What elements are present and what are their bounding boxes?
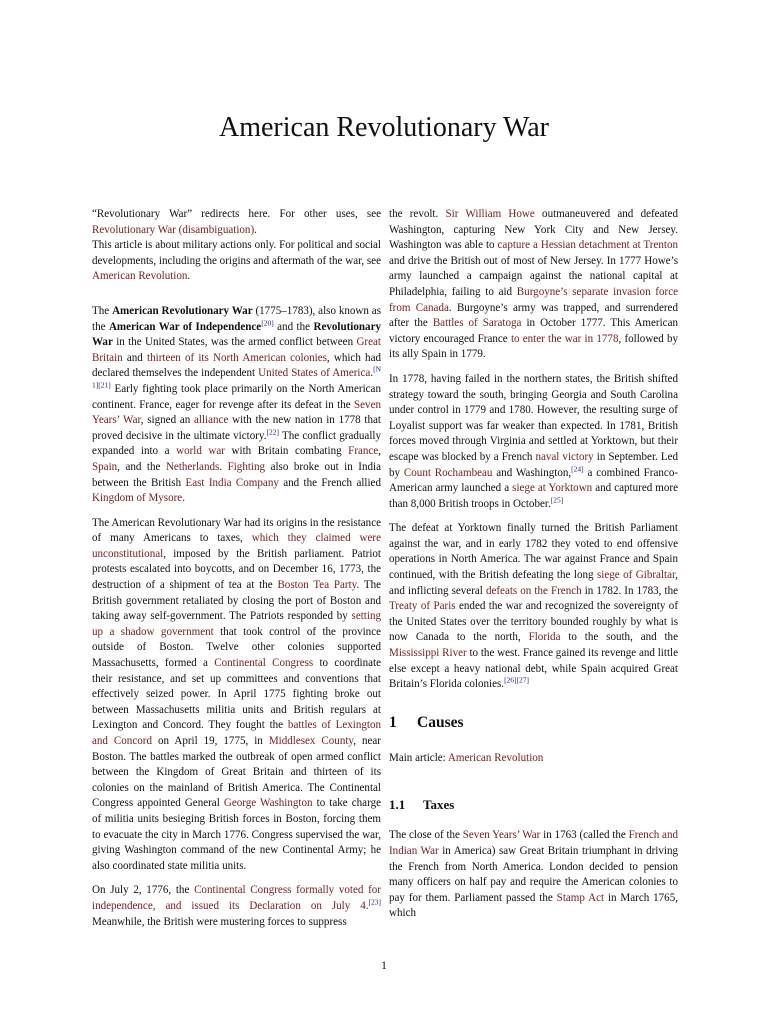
link-william-howe[interactable]: Sir William Howe — [445, 208, 535, 220]
link-france[interactable]: France — [348, 445, 379, 458]
link-battle-of-trenton[interactable]: capture a Hessian detachment at Trenton — [497, 239, 678, 252]
bold-term: American Revolutionary War — [112, 304, 253, 317]
link-kingdom-of-mysore[interactable]: Kingdom of Mysore — [92, 492, 183, 505]
link-defeats-on-the-french[interactable]: defeats on the French — [485, 584, 582, 597]
link-world-war[interactable]: world war — [176, 445, 225, 458]
main-article-note: Main article: American Revolution — [389, 751, 544, 764]
citation-ref[interactable]: [20] — [261, 317, 274, 327]
citation-ref[interactable]: [N 1][21] — [92, 364, 381, 390]
link-shadow-government[interactable]: setting up a shadow government — [92, 610, 381, 638]
link-spain[interactable]: Spain — [92, 460, 118, 473]
origins-paragraph: The American Revolutionary War had its origins in the resistance of many Americans to taxes, which they claimed were unconstitutional, imposed by the British parliament. Patriot protests escalated into boycotts, and on December 16, 1773, the destruction of a shipment of tea at the Boston Tea Party. The British government retaliated by closing the port of Boston and taking away self-government. The Patriots responded by setting up a shadow government that took control of the province outside of Boston. Twelve other colonies supported Massachusetts, formed a Continental Congress to coordinate their resistance, and set up committees and conventions that effectively seized power. In April 1775 fighting broke out between Massachusetts militia units and British regulars at Lexington and Concord. They fought the battles of Lexington and Concord on April 19, 1775, in Middlesex County, near Boston. The battles marked the outbreak of open armed conflict between the Kingdom of Great Britain and thirteen of its colonies on the mainland of British America. The Continental Congress appointed General George Washington to take charge of militia units besieging British forces in Boston, forcing them to evacuate the city in March 1776. Congress supervised the war, giving Washington command of the new Continental Army; he also coordinated state militia units. — [92, 516, 382, 872]
independence-paragraph: On July 2, 1776, the Continental Congress formally voted for independence, and issued its Declaration on July 4.[23] Meanwhile, the British were mustering forces to suppress — [92, 884, 381, 928]
subsection-title: Taxes — [423, 797, 455, 813]
link-alliance[interactable]: alliance — [194, 414, 229, 427]
link-siege-of-gibraltar[interactable]: siege of Gibraltar — [596, 569, 676, 582]
hatnote — [92, 207, 381, 285]
link-great-britain[interactable]: Great Britain — [92, 336, 381, 364]
page-number: 1 — [381, 960, 387, 972]
citation-ref[interactable]: [26][27] — [504, 675, 530, 685]
intro-paragraph: The American Revolutionary War (1775–1783), also known as the American War of Independence[20] and the Revolutionary War in the United States, was the armed conflict between Great Britain and thirteen of its North American colonies, which had declared themselves the independent United States of America.[N 1][21] Early fighting took place primarily on the North American continent. France, eager for revenge after its defeat in the Seven Years’ War, signed an alliance with the new nation in 1778 that proved decisive in the ultimate victory.[22] The conflict gradually expanded into a world war with Britain combating France, Spain, and the Netherlands. Fighting also broke out in India between the British East India Company and the French allied Kingdom of Mysore. — [92, 304, 382, 505]
taxes-paragraph: The close of the Seven Years’ War in 1763 (called the French and Indian War in America) saw Great Britain triumphant in driving the French from North America. London decided to pension many officers on half pay and require the American colonies to pay for them. Parliament passed the Stamp Act in March 1765, which — [389, 829, 678, 920]
hatnote-scope: This article is about military actions only. For political and social developments, including the origins and aftermath of the war, see American Revolution. — [92, 239, 381, 283]
link-fighting[interactable]: Fighting — [227, 460, 266, 473]
page-title: American Revolutionary War — [218, 112, 549, 143]
bold-term: Revolutionary War — [92, 320, 381, 349]
right-column — [389, 207, 678, 931]
link-george-washington[interactable]: George Washington — [223, 797, 313, 810]
link-unconstitutional[interactable]: which they claimed were unconstitutional — [92, 532, 381, 560]
hatnote-redirect: “Revolutionary War” redirects here. For other uses, see Revolutionary War (disambiguation). — [92, 208, 381, 236]
campaign-paragraph: the revolt. Sir William Howe outmaneuvered and defeated Washington, capturing New York City and New Jersey. Washington was able to capture a Hessian detachment at Trenton and drive the British out of most of New Jersey. In 1777 Howe’s army launched a campaign against the national capital at Philadelphia, failing to aid Burgoyne’s separate invasion force from Canada. Burgoyne’s army was trapped, and surrendered after the Battles of Saratoga in October 1777. This American victory encouraged France to enter the war in 1778, followed by its ally Spain in 1779. — [389, 208, 679, 361]
link-united-states[interactable]: United States of America — [258, 367, 371, 380]
link-thirteen-colonies[interactable]: thirteen of its North American colonies — [147, 351, 327, 364]
link-france-in-the-war[interactable]: to enter the war in 1778 — [510, 332, 619, 345]
link-seven-years-war-2[interactable]: Seven Years’ War — [462, 829, 541, 842]
link-french-and-indian-war[interactable]: French and Indian War — [389, 829, 678, 857]
link-battles-lexington-concord[interactable]: battles of Lexington and Concord — [92, 719, 382, 747]
link-saratoga-campaign[interactable]: Burgoyne’s separate invasion force from Canada — [389, 285, 678, 314]
link-main-article-american-revolution[interactable]: American Revolution — [447, 751, 544, 764]
section-number: 1 — [389, 713, 397, 731]
link-continental-congress[interactable]: Continental Congress — [214, 657, 314, 670]
link-east-india-company[interactable]: East India Company — [185, 476, 279, 489]
link-netherlands[interactable]: Netherlands — [165, 460, 220, 473]
section-title: Causes — [417, 713, 464, 731]
citation-ref[interactable]: [24] — [571, 463, 584, 473]
subsection-number: 1.1 — [389, 797, 406, 813]
link-florida[interactable]: Florida — [528, 631, 561, 644]
subsection-heading-taxes — [389, 796, 678, 814]
link-stamp-act[interactable]: Stamp Act — [556, 891, 605, 904]
citation-ref[interactable]: [22] — [266, 427, 279, 437]
link-middlesex-county[interactable]: Middlesex County — [268, 735, 354, 747]
link-boston-tea-party[interactable]: Boston Tea Party — [277, 579, 357, 592]
link-battles-of-saratoga[interactable]: Battles of Saratoga — [432, 317, 522, 330]
peace-paragraph: The defeat at Yorktown finally turned the British Parliament against the war, and in early 1782 they voted to end offensive operations in North America. The war against France and Spain continued, with the British defeating the long siege of Gibraltar, and inflicting several defeats on the French in 1782. In 1783, the Treaty of Paris ended the war and recognized the sovereignty of the United States over the territory bounded roughly by what is now Canada to the north, Florida to the south, and the Mississippi River to the west. France gained its revenge and little else except a heavy national debt, while Spain acquired Great Britain’s Florida colonies.[26][27] — [389, 522, 679, 691]
link-count-rochambeau[interactable]: Count Rochambeau — [403, 466, 493, 479]
bold-term: American War of Independence — [108, 320, 262, 333]
left-column — [92, 207, 381, 939]
link-revolutionary-war-disambiguation[interactable]: Revolutionary War (disambiguation) — [92, 223, 255, 236]
link-american-revolution[interactable]: American Revolution — [92, 270, 188, 283]
citation-ref[interactable]: [25] — [550, 495, 564, 505]
link-seven-years-war[interactable]: Seven Years’ War — [92, 398, 381, 427]
link-treaty-of-paris[interactable]: Treaty of Paris — [389, 600, 456, 613]
section-heading-causes — [389, 713, 678, 733]
link-siege-of-yorktown[interactable]: siege at Yorktown — [512, 482, 593, 495]
southern-paragraph: In 1778, having failed in the northern states, the British shifted strategy toward the south, bringing Georgia and South Carolina under control in 1779 and 1780. However, the resulting surge of Loyalist support was far weaker than expected. In 1781, British forces moved through Virginia and settled at Yorktown, but their escape was blocked by a French naval victory in September. Led by Count Rochambeau and Washington,[24] a combined Franco-American army launched a siege at Yorktown and captured more than 8,000 British troops in October.[25] — [389, 372, 679, 510]
link-naval-victory[interactable]: naval victory — [535, 450, 594, 463]
link-mississippi-river[interactable]: Mississippi River — [389, 647, 467, 660]
link-declaration-of-independence[interactable]: Continental Congress formally voted for independence, and issued its Declaration on July 4 — [92, 884, 381, 912]
citation-ref[interactable]: [23] — [368, 897, 381, 907]
